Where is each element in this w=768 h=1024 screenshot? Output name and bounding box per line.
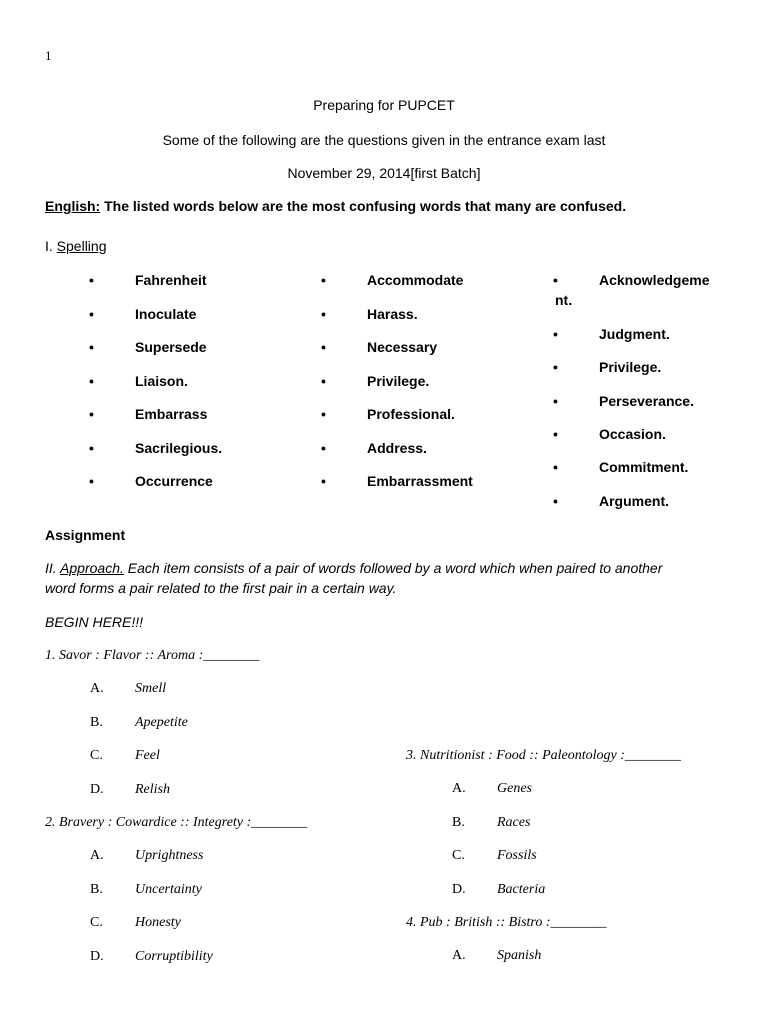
page-number: 1 (45, 48, 52, 63)
bullet-icon: • (321, 306, 326, 322)
option-letter: D. (90, 782, 104, 797)
option-text: Honesty (135, 915, 181, 930)
bullet-icon: • (321, 373, 326, 389)
spelling-word: Inoculate (135, 306, 197, 322)
option-letter: C. (90, 748, 103, 763)
approach-prefix: II. (45, 560, 61, 576)
option-text: Feel (135, 748, 160, 763)
approach-text-1: Each item consists of a pair of words followed by a word which when paired to another (123, 560, 663, 576)
question-1: 1. Savor : Flavor :: Aroma :________ (45, 648, 260, 663)
option-text: Relish (135, 782, 170, 797)
spelling-word: Occurrence (135, 473, 213, 489)
option-text: Uprightness (135, 848, 204, 863)
spelling-word: Argument. (599, 493, 669, 509)
spelling-prefix: I. (45, 238, 57, 254)
bullet-icon: • (553, 426, 558, 442)
spelling-word: Harass. (367, 306, 418, 322)
spelling-word: Privilege. (599, 359, 662, 375)
bullet-icon: • (89, 306, 94, 322)
bullet-icon: • (321, 339, 326, 355)
spelling-word: Acknowledgeme (599, 272, 710, 288)
approach-line-1 (45, 560, 662, 576)
option-letter: A. (452, 781, 466, 796)
english-text: The listed words below are the most confusing words that many are confused. (100, 198, 627, 214)
bullet-icon: • (553, 393, 558, 409)
spelling-word: Perseverance. (599, 393, 694, 409)
option-text: Apepetite (135, 715, 188, 730)
bullet-icon: • (89, 406, 94, 422)
option-text: Uncertainty (135, 882, 202, 897)
option-letter: A. (90, 848, 104, 863)
bullet-icon: • (553, 326, 558, 342)
spelling-word: Necessary (367, 339, 438, 355)
bullet-icon: • (89, 272, 94, 288)
english-heading (45, 198, 626, 214)
option-letter: A. (90, 681, 104, 696)
spelling-word: Embarrass (135, 406, 208, 422)
spelling-word: Supersede (135, 339, 207, 355)
bullet-icon: • (553, 272, 558, 288)
spelling-word: Occasion. (599, 426, 666, 442)
option-letter: C. (90, 915, 103, 930)
question-2: 2. Bravery : Cowardice :: Integrety :________ (45, 815, 308, 830)
bullet-icon: • (321, 406, 326, 422)
bullet-icon: • (89, 473, 94, 489)
spelling-word: Privilege. (367, 373, 430, 389)
spelling-word: Professional. (367, 406, 455, 422)
option-text: Bacteria (497, 882, 546, 897)
english-label: English: (45, 198, 101, 214)
bullet-icon: • (553, 359, 558, 375)
spelling-word: Liaison. (135, 373, 188, 389)
spelling-word: Fahrenheit (135, 272, 207, 288)
option-text: Fossils (497, 848, 537, 863)
spelling-word: Sacrilegious. (135, 440, 223, 456)
spelling-word: Judgment. (599, 326, 670, 342)
approach-label: Approach. (60, 560, 124, 576)
begin-here: BEGIN HERE!!! (45, 614, 144, 630)
option-text: Smell (135, 681, 167, 696)
document-title: Preparing for PUPCET (313, 97, 455, 113)
question-3: 3. Nutritionist : Food :: Paleontology :________ (406, 748, 681, 763)
intro-line-1: Some of the following are the questions given in the entrance exam last (162, 132, 606, 148)
bullet-icon: • (553, 493, 558, 509)
option-letter: C. (452, 848, 465, 863)
bullet-icon: • (321, 272, 326, 288)
bullet-icon: • (321, 473, 326, 489)
approach-line-2: word forms a pair related to the first pair in a certain way. (45, 580, 397, 596)
option-letter: D. (90, 949, 104, 964)
spelling-word: Commitment. (599, 459, 689, 475)
spelling-word: Embarrassment (367, 473, 473, 489)
bullet-icon: • (553, 459, 558, 475)
bullet-icon: • (321, 440, 326, 456)
bullet-icon: • (89, 339, 94, 355)
option-letter: D. (452, 882, 466, 897)
option-letter: A. (452, 948, 466, 963)
option-letter: B. (452, 815, 465, 830)
intro-line-2: November 29, 2014[first Batch] (287, 165, 481, 181)
bullet-icon: • (89, 440, 94, 456)
spelling-word-continuation: nt. (555, 292, 573, 308)
question-4: 4. Pub : British :: Bistro :________ (406, 915, 607, 930)
option-text: Genes (497, 781, 532, 796)
option-letter: B. (90, 882, 103, 897)
option-text: Corruptibility (135, 949, 213, 964)
option-letter: B. (90, 715, 103, 730)
option-text: Spanish (497, 948, 542, 963)
spelling-word: Address. (367, 440, 427, 456)
option-text: Races (497, 815, 531, 830)
spelling-label: Spelling (56, 238, 107, 254)
bullet-icon: • (89, 373, 94, 389)
spelling-heading (45, 238, 107, 254)
spelling-word: Accommodate (367, 272, 464, 288)
assignment-heading: Assignment (45, 527, 126, 543)
